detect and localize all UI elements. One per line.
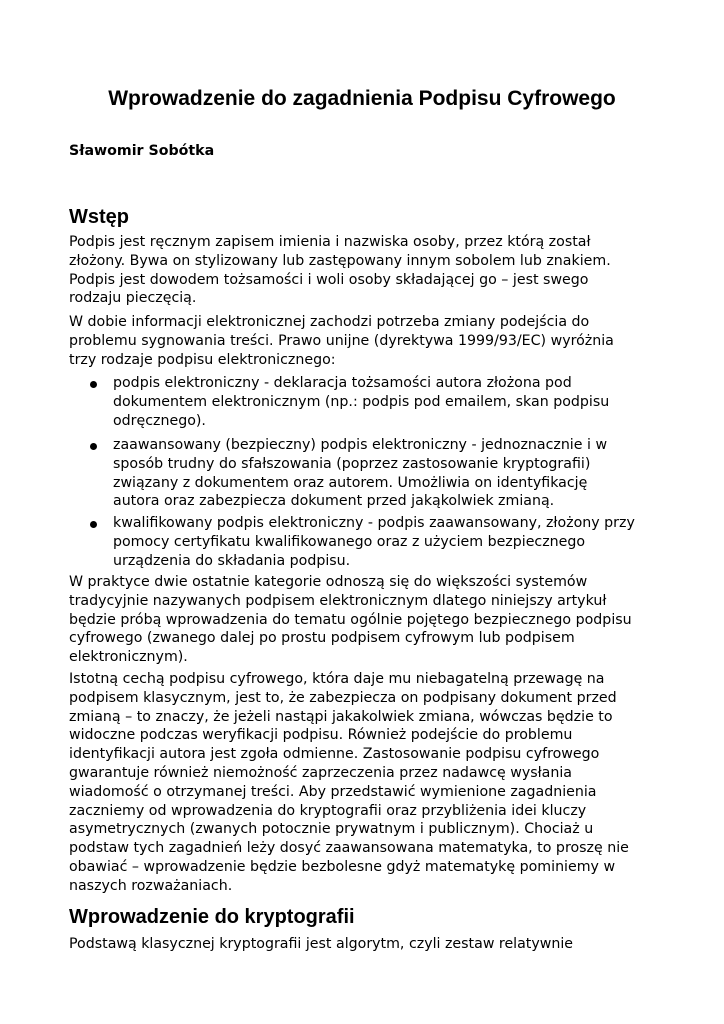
text-line: Podpis jest ręcznym zapisem imienia i nazwiska osoby, przez którą został <box>69 234 591 250</box>
text-line: problemu sygnowania treści. Prawo unijne (dyrektywa 1999/93/EC) wyróżnia <box>69 332 614 349</box>
document-author: Sławomir Sobótka <box>69 143 215 159</box>
list-item-text <box>113 436 673 511</box>
text-line: podpis elektroniczny - deklaracja tożsamości autora złożona pod <box>113 375 572 391</box>
text-line: pomocy certyfikatu kwalifikowanego oraz z użyciem bezpiecznego <box>113 533 586 550</box>
paragraph-intro <box>69 233 669 308</box>
bullet-icon <box>90 521 97 528</box>
text-line: będzie próbą wprowadzenia do tematu ogólnie pojętego bezpiecznego podpisu <box>69 611 632 628</box>
text-line: Podpis jest dowodem tożsamości i woli osoby składającej go – jest swego <box>69 271 589 288</box>
text-line: sposób trudny do sfałszowania (poprzez zastosowanie kryptografii) <box>113 455 591 472</box>
text-line: urządzenia do składania podpisu. <box>113 552 351 569</box>
text-line: naszych rozważaniach. <box>69 877 233 894</box>
text-line: zaczniemy od wprowadzenia do kryptografii oraz przybliżenia idei kluczy <box>69 802 587 819</box>
text-line: złożony. Bywa on stylizowany lub zastępowany innym sobolem lub znakiem. <box>69 252 611 269</box>
text-line: obawiać – wprowadzenie będzie bezbolesne gdyż matematykę pominiemy w <box>69 858 616 875</box>
section-heading-wstep: Wstęp <box>69 206 129 228</box>
text-line: W praktyce dwie ostatnie kategorie odnoszą się do większości systemów <box>69 574 588 590</box>
text-line: tradycyjnie nazywanych podpisem elektronicznym dlatego niniejszy artykuł <box>69 592 607 609</box>
text-line: gwarantuje również niemożność zaprzeczenia przez nadawcę wysłania <box>69 764 572 781</box>
text-line: podpisem klasycznym, jest to, że zabezpiecza on podpisany dokument przed <box>69 689 617 706</box>
text-line: wiadomość o otrzymanej treści. Aby przedstawić wymienione zagadnienia <box>69 783 597 800</box>
text-line: odręcznego). <box>113 412 206 429</box>
list-item-text <box>113 514 673 570</box>
text-line: identyfikacji autora jest zgoła odmienne. Zastosowanie podpisu cyfrowego <box>69 746 600 763</box>
text-line: rodzaju pieczęcią. <box>69 290 197 307</box>
text-line: kwalifikowany podpis elektroniczny - podpis zaawansowany, złożony przy <box>113 515 635 531</box>
paragraph-cryptography-intro <box>69 935 669 954</box>
section-heading-kryptografia: Wprowadzenie do kryptografii <box>69 906 355 928</box>
bullet-icon <box>90 381 97 388</box>
text-line: Istotną cechą podpisu cyfrowego, która daje mu niebagatelną przewagę na <box>69 671 605 687</box>
text-line: elektronicznym). <box>69 649 188 666</box>
bullet-icon <box>90 443 97 450</box>
text-line: podstaw tych zagadnień leży dosyć zaawansowana matematyka, to proszę nie <box>69 840 629 857</box>
text-line: Podstawą klasycznej kryptografii jest algorytm, czyli zestaw relatywnie <box>69 936 574 952</box>
paragraph-practice <box>69 573 669 667</box>
text-line: dokumentem elektronicznym (np.: podpis pod emailem, skan podpisu <box>113 393 610 410</box>
text-line: zaawansowany (bezpieczny) podpis elektroniczny - jednoznacznie i w <box>113 437 608 453</box>
text-line: zmianą – to znaczy, że jeżeli nastąpi jakakolwiek zmiana, wówczas będzie to <box>69 708 613 725</box>
document-title: Wprowadzenie do zagadnienia Podpisu Cyfrowego <box>108 87 616 110</box>
text-line: związany z dokumentem oraz autorem. Umożliwia on identyfikację <box>113 474 588 491</box>
list-item-text <box>113 374 673 430</box>
text-line: asymetrycznych (zwanych potocznie prywatnym i publicznym). Chociaż u <box>69 821 594 838</box>
text-line: W dobie informacji elektronicznej zachodzi potrzeba zmiany podejścia do <box>69 314 590 330</box>
text-line: cyfrowego (zwanego dalej po prostu podpisem cyfrowym lub podpisem <box>69 630 575 647</box>
text-line: trzy rodzaje podpisu elektronicznego: <box>69 351 336 368</box>
text-line: autora oraz zabezpiecza dokument przed jakąkolwiek zmianą. <box>113 493 555 510</box>
paragraph-electronic-info <box>69 313 669 369</box>
text-line: widoczne podczas weryfikacji podpisu. Również podejście do problemu <box>69 727 573 744</box>
paragraph-digital-signature-features <box>69 670 669 896</box>
